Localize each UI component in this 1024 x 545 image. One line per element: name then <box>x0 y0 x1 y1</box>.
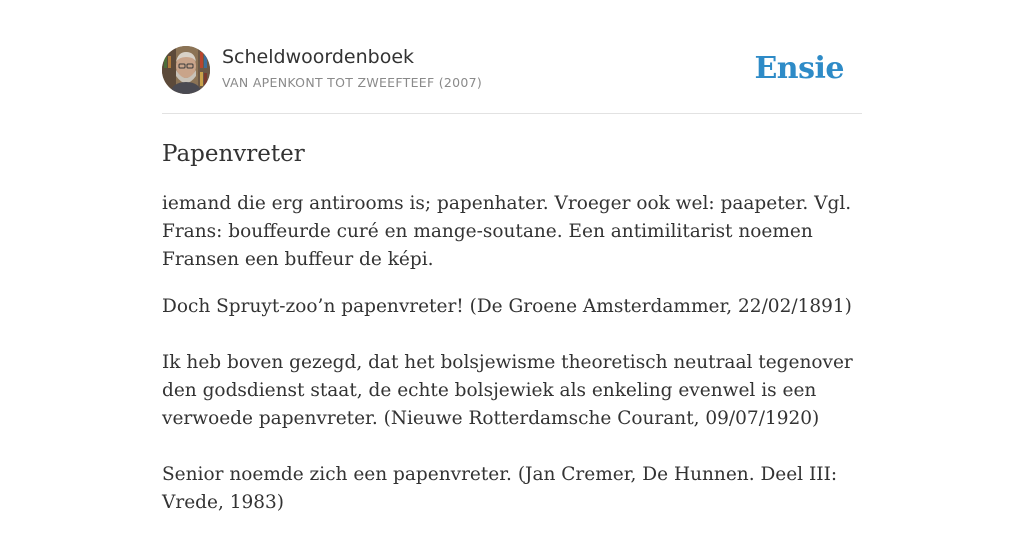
quote-item: Ik heb boven gezegd, dat het bolsjewisme theoretisch neutraal tegenover den godsdienst staat, de echte bolsjewiek als enkeling evenwel is een verwoede papenvreter. (Nieuwe Rotterdamsche Courant, 09/07/1920) <box>162 352 853 429</box>
quotes-list <box>162 293 862 517</box>
entry-card <box>162 0 862 545</box>
author-avatar[interactable] <box>162 46 210 94</box>
entry-definition: iemand die erg antirooms is; papenhater. Vroeger ook wel: paapeter. Vgl. Frans: bouffeurde curé en mange-soutane. Een antimilitarist noemen Fransen een buffeur de képi. <box>162 193 852 270</box>
entry-header <box>162 0 862 114</box>
ensie-logo-link[interactable]: Ensie <box>754 51 844 86</box>
author-name[interactable]: Scheldwoordenboek <box>222 46 415 68</box>
entry-term: Papenvreter <box>162 141 305 167</box>
quote-item: Doch Spruyt-zoo’n papenvreter! (De Groene Amsterdammer, 22/02/1891) <box>162 296 852 317</box>
book-subtitle: VAN APENKONT TOT ZWEEFTEEF (2007) <box>222 75 483 90</box>
author-portrait-icon <box>162 46 210 94</box>
quote-item: Senior noemde zich een papenvreter. (Jan Cremer, De Hunnen. Deel III: Vrede, 1983) <box>162 464 838 513</box>
